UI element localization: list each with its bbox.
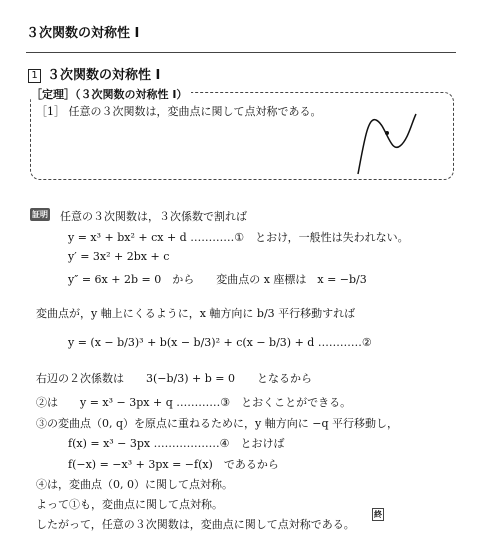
proof-end-badge: 終: [374, 510, 382, 519]
proof-line-12: ④は，変曲点（0, 0）に関して点対称。: [36, 478, 233, 491]
page-title: ３次関数の対称性 I: [26, 26, 140, 41]
proof-line-2: y = x³ + bx² + cx + d …………① とおけ，一般性は失われない。: [68, 231, 409, 244]
title-divider: [26, 52, 456, 53]
proof-line-14: したがって，任意の３次関数は，変曲点に関して点対称である。: [36, 518, 355, 531]
proof-line-3: y′ = 3x² + 2bx + c: [68, 250, 170, 263]
proof-badge: 証明: [32, 210, 48, 219]
proof-line-10: f(x) = x³ − 3px ………………④ とおけば: [68, 437, 285, 450]
proof-line-9: ③の変曲点（0, q）を原点に重ねるために，y 軸方向に −q 平行移動し，: [36, 417, 398, 430]
cubic-curve-figure: [350, 112, 430, 176]
proof-line-7: 右辺の２次係数は 3(−b/3) + b = 0 となるから: [36, 372, 313, 385]
proof-line-6: y = (x − b/3)³ + b(x − b/3)² + c(x − b/3) + d …………②: [68, 336, 372, 349]
proof-line-4: y″ = 6x + 2b = 0 から 変曲点の x 座標は x = −b/3: [68, 273, 367, 286]
proof-line-11: f(−x) = −x³ + 3px = −f(x) であるから: [68, 458, 279, 471]
section-title: ３次関数の対称性 I: [47, 68, 161, 83]
proof-line-5: 変曲点が，y 軸上にくるように，x 軸方向に b/3 平行移動すれば: [36, 307, 356, 320]
section-number: 1: [28, 69, 41, 83]
proof-line-13: よって①も，変曲点に関して点対称。: [36, 498, 223, 511]
section-heading: [28, 64, 160, 83]
proof-line-8: ②は y = x³ − 3px + q …………③ とおくことができる。: [36, 396, 352, 409]
theorem-statement: ［1］ 任意の３次関数は，変曲点に関して点対称である。: [36, 105, 322, 118]
theorem-label: ［定理］（３次関数の対称性 I）: [31, 86, 191, 102]
proof-line-1: 任意の３次関数は，３次係数で割れば: [60, 210, 247, 223]
